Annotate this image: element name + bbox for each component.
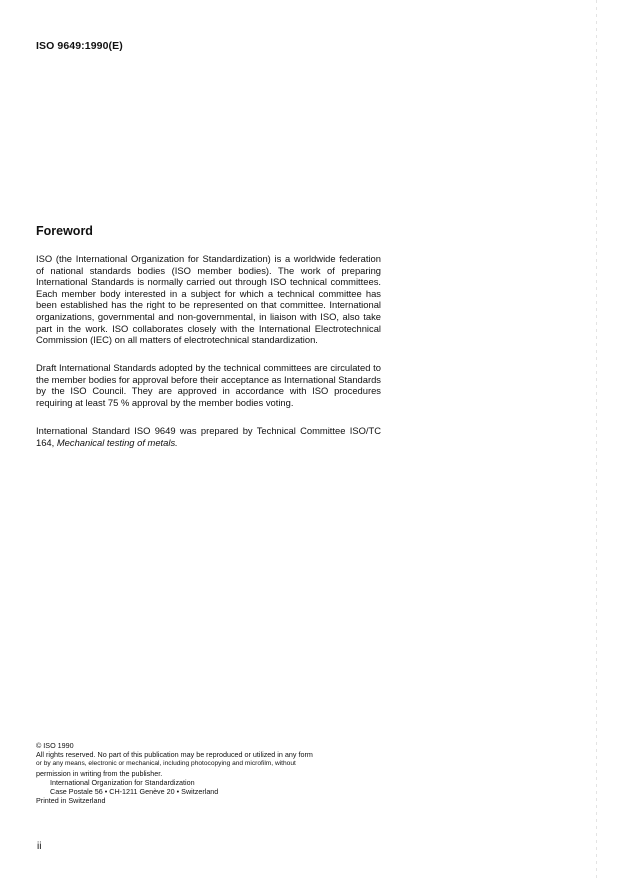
organization-name: International Organization for Standardization <box>50 777 195 787</box>
committee-title: Mechanical testing of metals. <box>56 436 178 448</box>
copyright-notice: © ISO 1990 <box>36 741 74 750</box>
rights-line-3: permission in writing from the publisher. <box>36 768 163 778</box>
paragraph-text: Draft International Standards adopted by the technical committees are circulated to the member bodies for approval before their acceptance as International Standards by the ISO Council. They are approved in accordance with ISO procedures requiring at least 75 % approval by the member bodies voting. <box>36 362 381 408</box>
copyright-block <box>36 741 386 805</box>
printed-location: Printed in Switzerland <box>36 796 106 806</box>
rights-line-2: or by any means, electronic or mechanical, including photocopying and microfilm, without <box>36 760 296 768</box>
foreword-paragraph-1 <box>36 253 381 346</box>
foreword-paragraph-3 <box>36 425 381 448</box>
organization-address: Case Postale 56 • CH-1211 Genève 20 • Switzerland <box>50 787 219 797</box>
page-number: ii <box>37 841 42 852</box>
document-id: ISO 9649:1990(E) <box>36 40 123 52</box>
paragraph-text <box>36 425 381 448</box>
foreword-paragraph-2 <box>36 362 381 408</box>
rights-line-1: All rights reserved. No part of this publication may be reproduced or utilized in any form <box>36 750 313 760</box>
paragraph-prefix: International Standard ISO 9649 was prepared by Technical Committee ISO/TC 164, <box>36 425 381 448</box>
scan-edge-divider <box>596 0 597 882</box>
paragraph-text: ISO (the International Organization for Standardization) is a worldwide federation of national standards bodies (ISO member bodies). The work of preparing International Standards is normally carried out through ISO technical committees. Each member body interested in a subject for which a technical committee has been established has the right to be represented on that committee. International organizations, governmental and non-governmental, in liaison with ISO, also take part in the work. ISO collaborates closely with the International Electrotechnical Commission (IEC) on all matters of electrotechnical standardization. <box>36 253 381 346</box>
foreword-heading: Foreword <box>36 224 93 238</box>
